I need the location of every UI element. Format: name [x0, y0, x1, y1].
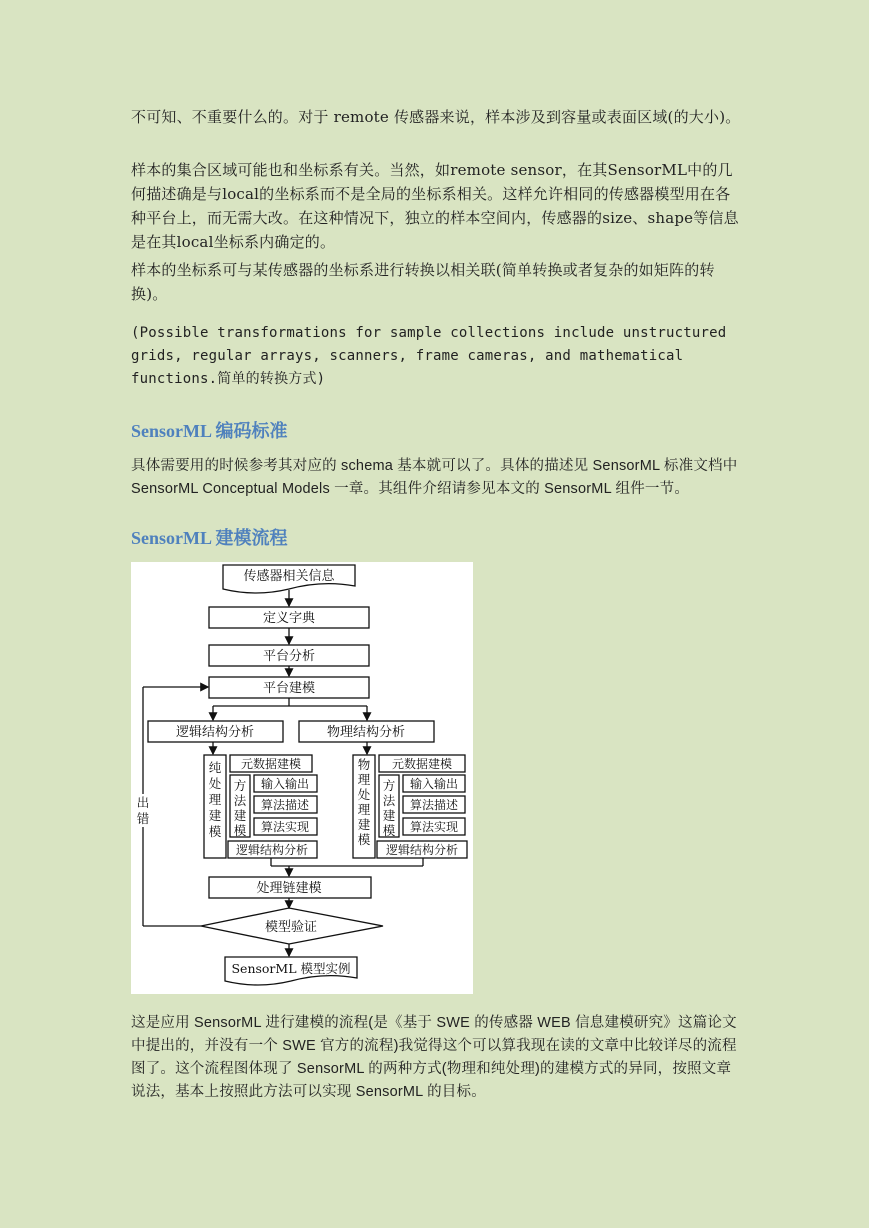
algo-desc-label-left: 算法描述 [260, 798, 310, 812]
platform-model-label: 平台建模 [262, 681, 316, 696]
chain-model-label: 处理链建模 [256, 881, 322, 896]
pure-process-label: 纯处理建模 [208, 760, 222, 839]
paragraph-process-description: 这是应用 SensorML 进行建模的流程(是《基于 SWE 的传感器 WEB 信息建模研究》这篇论文中提出的，并没有一个 SWE 官方的流程)我觉得这个可以算我现在读的文章中比较详尽的流程图了。这个流程图体现了 SensorML 的两种方式(物理和纯处理)的建模方式的异同，按照文章说法，基本上按照此方法可以实现 SensorML 的目标。 [131, 1015, 737, 1100]
start-label: 传感器相关信息 [243, 569, 335, 584]
method-label-left: 方法建模 [233, 778, 247, 838]
io-label-left: 输入输出 [260, 777, 310, 791]
physical-analysis-label: 物理结构分析 [326, 725, 406, 740]
physical-process-label: 物理处理建模 [357, 757, 371, 847]
platform-analysis-label: 平台分析 [262, 649, 316, 664]
metadata-label-left: 元数据建模 [240, 757, 302, 771]
algo-impl-label-right: 算法实现 [409, 820, 459, 834]
flowchart-svg [131, 562, 473, 994]
logic-inner-label-left: 逻辑结构分析 [235, 843, 309, 857]
paragraph-schema: 具体需要用的时候参考其对应的 schema 基本就可以了。具体的描述见 SensorML 标准文档中 SensorML Conceptual Models 一章。其组件介绍请参见本文的 SensorML 组件一节。 [131, 458, 738, 497]
error-label: 出错 [136, 795, 150, 826]
heading-encoding-standard: SensorML 编码标准 [131, 421, 288, 441]
paragraph-possible-transformations: (Possible transformations for sample collections include unstructured grids, regular arrays, scanners, frame cameras, and mathematical functions.简单的转换方式) [131, 325, 727, 387]
algo-impl-label-left: 算法实现 [260, 820, 310, 834]
logic-inner-label-right: 逻辑结构分析 [385, 843, 459, 857]
heading-modeling-process: SensorML 建模流程 [131, 528, 288, 548]
instance-label: SensorML 模型实例 [231, 961, 351, 976]
validate-label: 模型验证 [264, 920, 318, 935]
metadata-label-right: 元数据建模 [391, 757, 453, 771]
flowchart-figure [131, 562, 473, 994]
algo-desc-label-right: 算法描述 [409, 798, 459, 812]
define-dict-label: 定义字典 [262, 611, 316, 626]
io-label-right: 输入输出 [409, 777, 459, 791]
paragraph-coordinate-system: 样本的集合区域可能也和坐标系有关。当然，如remote sensor，在其SensorML中的几何描述确是与local的坐标系而不是全局的坐标系相关。这样允许相同的传感器模型用在各种平台上，而无需大改。在这种情况下，独立的样本空间内，传感器的size、shape等信息是在其local坐标系内确定的。 [131, 161, 739, 251]
paragraph-sample-size: 不可知、不重要什么的。对于 remote 传感器来说，样本涉及到容量或表面区域(的大小)。 [131, 108, 741, 126]
paragraph-transform: 样本的坐标系可与某传感器的坐标系进行转换以相关联(简单转换或者复杂的如矩阵的转换)。 [131, 261, 715, 303]
method-label-right: 方法建模 [382, 778, 396, 838]
logic-analysis-label: 逻辑结构分析 [175, 725, 255, 740]
